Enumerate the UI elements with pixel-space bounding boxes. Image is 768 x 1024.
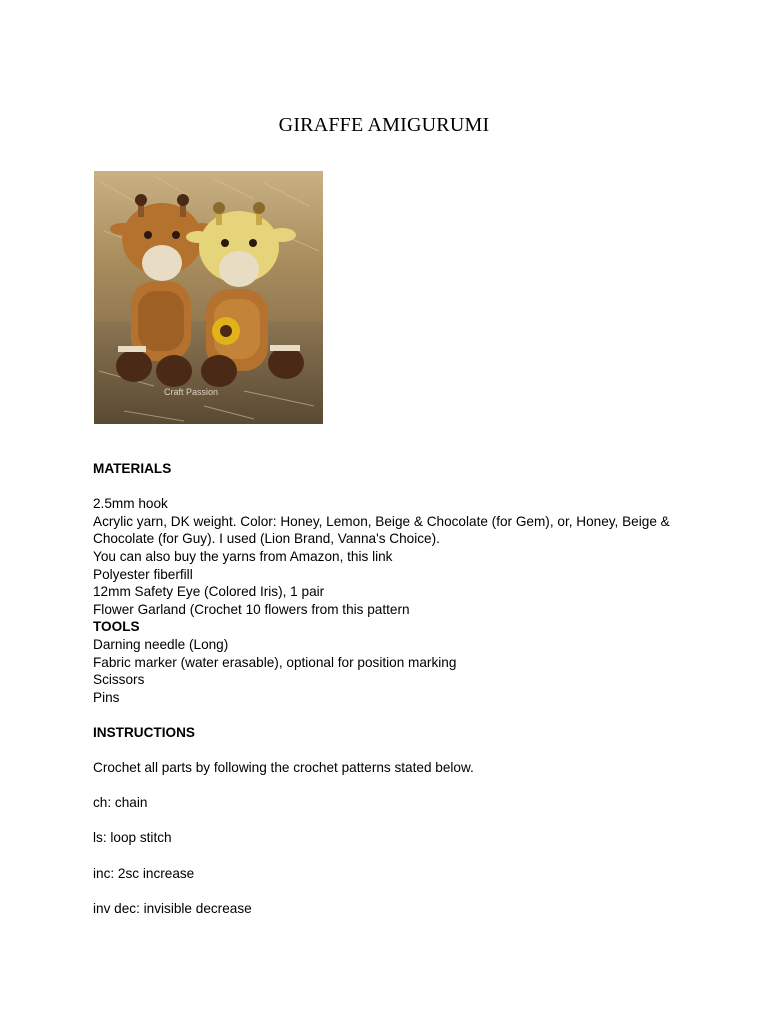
materials-item: You can also buy the yarns from Amazon, this link <box>93 548 393 564</box>
materials-item: Flower Garland (Crochet 10 flowers from this pattern <box>93 601 410 617</box>
materials-item: Acrylic yarn, DK weight. Color: Honey, Lemon, Beige & Chocolate (for Gem), or, Honey, Beige & Chocolate (for Guy). I used (Lion Brand, Vanna's Choice). <box>93 513 670 547</box>
tools-heading: TOOLS <box>93 619 140 635</box>
instructions-heading: INSTRUCTIONS <box>93 724 195 740</box>
giraffe-amigurumi-photo <box>94 171 323 424</box>
photo-watermark: Craft Passion <box>164 387 219 397</box>
document-title: GIRAFFE AMIGURUMI <box>278 114 490 136</box>
materials-heading: MATERIALS <box>93 461 172 476</box>
tools-item: Scissors <box>93 672 145 688</box>
abbreviation-item: inc: 2sc increase <box>93 865 195 881</box>
materials-item: 2.5mm hook <box>93 496 168 512</box>
tools-item: Darning needle (Long) <box>93 636 229 652</box>
materials-item: Polyester fiberfill <box>93 566 193 582</box>
tools-item: Fabric marker (water erasable), optional for position marking <box>93 654 457 670</box>
instructions-intro: Crochet all parts by following the crochet patterns stated below. <box>93 760 474 776</box>
abbreviation-item: ch: chain <box>93 795 148 811</box>
abbreviation-item: ls: loop stitch <box>93 830 172 846</box>
document-body <box>93 460 673 917</box>
abbreviation-item: inv dec: invisible decrease <box>93 900 252 916</box>
tools-item: Pins <box>93 689 120 705</box>
materials-item: 12mm Safety Eye (Colored Iris), 1 pair <box>93 584 325 600</box>
